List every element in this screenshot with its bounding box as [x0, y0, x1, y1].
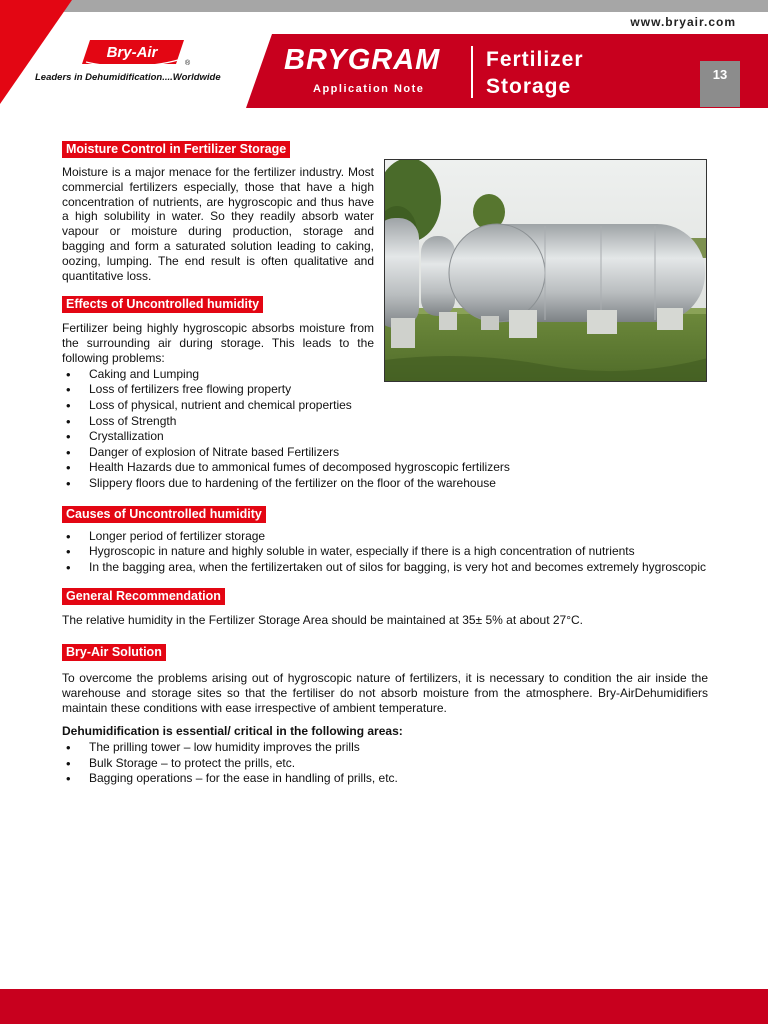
- solution-list: [62, 740, 708, 787]
- solution-paragraph: To overcome the problems arising out of hygroscopic nature of fertilizers, it is necessary to condition the air inside the warehouse and storage sites so that the fertiliser do not absorb moisture from the atmosphere. Bry-AirDehumidifiers maintain these conditions with ease irrespective of ambient temperature.: [62, 671, 708, 715]
- document-title-line1: Fertilizer: [486, 48, 584, 71]
- list-item: • Danger of explosion of Nitrate based Fertilizers: [62, 445, 708, 461]
- list-item: • Bagging operations – for the ease in handling of prills, etc.: [62, 771, 708, 787]
- list-item: • Health Hazards due to ammonical fumes of decomposed hygroscopic fertilizers: [62, 460, 708, 476]
- heading-causes: Causes of Uncontrolled humidity: [62, 506, 266, 523]
- brand-subtitle: Application Note: [313, 83, 425, 95]
- list-item: • Loss of physical, nutrient and chemical properties: [62, 398, 708, 414]
- website-url[interactable]: www.bryair.com: [630, 15, 736, 29]
- causes-list: [62, 529, 708, 576]
- recommendation-paragraph: The relative humidity in the Fertilizer Storage Area should be maintained at 35± 5% at about 27°C.: [62, 613, 584, 628]
- logo-text: Bry-Air: [106, 44, 158, 61]
- banner-divider: [471, 46, 473, 98]
- list-item: • In the bagging area, when the fertilizertaken out of silos for bagging, is very hot and becomes extremely hygroscopic: [62, 560, 708, 576]
- list-item: • Crystallization: [62, 429, 708, 445]
- list-item: • Longer period of fertilizer storage: [62, 529, 708, 545]
- moisture-paragraph: Moisture is a major menace for the fertilizer industry. Most commercial fertilizers especially, those that have a high concentration of nutrients, are hygroscopic and thus have a high solubility in water. So they readily absorb water vapour or moisture during production, storage and bagging and form a saturated solution leading to caking, oozing, lumping. The end result is often qualitative and quantitative loss.: [62, 165, 374, 283]
- list-item: • Slippery floors due to hardening of the fertilizer on the floor of the warehouse: [62, 476, 708, 492]
- brand-title: BRYGRAM: [284, 44, 441, 76]
- list-item: • Bulk Storage – to protect the prills, etc.: [62, 756, 708, 772]
- list-item: • The prilling tower – low humidity improves the prills: [62, 740, 708, 756]
- heading-moisture-control: Moisture Control in Fertilizer Storage: [62, 141, 290, 158]
- list-item: • Hygroscopic in nature and highly soluble in water, especially if there is a high concentration of nutrients: [62, 544, 708, 560]
- tagline: Leaders in Dehumidification....Worldwide: [35, 72, 221, 83]
- solution-subheading: Dehumidification is essential/ critical in the following areas:: [62, 724, 403, 739]
- main-content: [62, 141, 708, 787]
- heading-effects: Effects of Uncontrolled humidity: [62, 296, 263, 313]
- document-title-line2: Storage: [486, 75, 572, 98]
- heading-general-recommendation: General Recommendation: [62, 588, 225, 605]
- list-item: • Caking and Lumping: [62, 367, 708, 383]
- logo-registered-mark: ®: [185, 60, 191, 67]
- list-item: • Loss of fertilizers free flowing property: [62, 382, 708, 398]
- document-title: [486, 46, 584, 100]
- bry-air-logo: [80, 38, 192, 68]
- list-item: • Loss of Strength: [62, 414, 708, 430]
- corner-red-triangle: [0, 0, 80, 110]
- page-number: 13: [712, 67, 728, 82]
- effects-paragraph: Fertilizer being highly hygroscopic absorbs moisture from the surrounding air during storage. This leads to the following problems:: [62, 321, 374, 365]
- heading-bry-air-solution: Bry-Air Solution: [62, 644, 166, 661]
- top-grey-bar: [0, 0, 768, 12]
- effects-list: [62, 367, 708, 492]
- footer-red-bar: [0, 989, 768, 1024]
